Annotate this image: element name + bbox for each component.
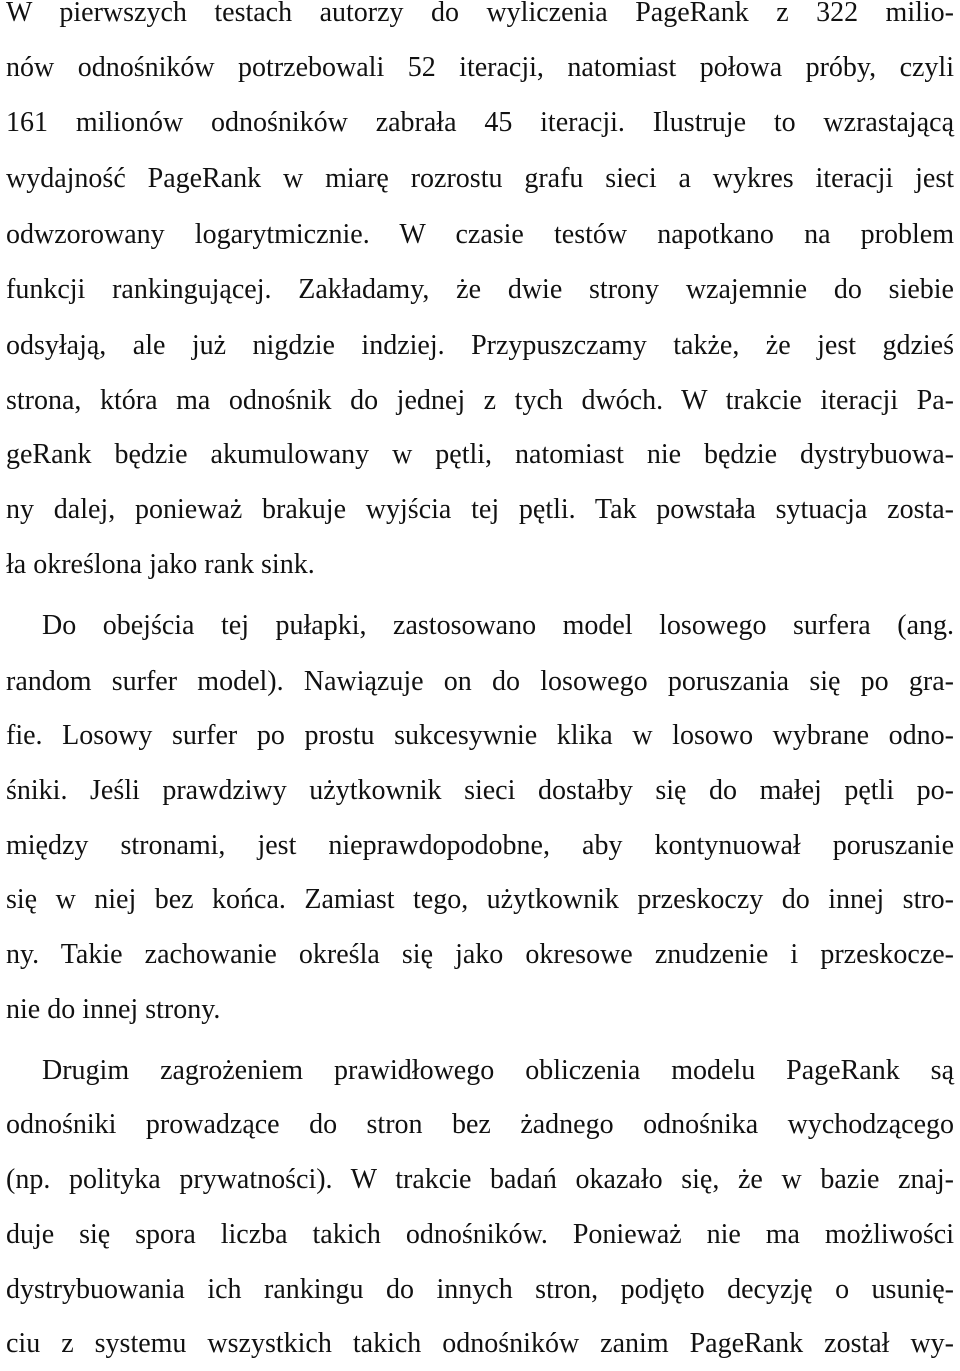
text-line: ciu z systemu wszystkich takich odnośników zanim PageRank został wy-	[6, 1328, 954, 1359]
text-line: Drugim zagrożeniem prawidłowego obliczenia modelu PageRank są	[42, 1055, 954, 1086]
text-line: geRank będzie akumulowany w pętli, natomiast nie będzie dystrybuowa-	[6, 439, 954, 470]
text-line: odsyłają, ale już nigdzie indziej. Przypuszczamy także, że jest gdzieś	[6, 330, 954, 361]
text-line: nów odnośników potrzebowali 52 iteracji, natomiast połowa próby, czyli	[6, 52, 954, 83]
text-line: 161 milionów odnośników zabrała 45 iteracji. Ilustruje to wzrastającą	[6, 107, 954, 138]
text-line: ny dalej, ponieważ brakuje wyjścia tej pętli. Tak powstała sytuacja zosta-	[6, 494, 954, 525]
text-line: strona, która ma odnośnik do jednej z tych dwóch. W trakcie iteracji Pa-	[6, 385, 954, 416]
text-line: funkcji rankingującej. Zakładamy, że dwie strony wzajemnie do siebie	[6, 274, 954, 305]
text-line: fie. Losowy surfer po prostu sukcesywnie klika w losowo wybrane odno-	[6, 720, 954, 751]
text-line: odnośniki prowadzące do stron bez żadnego odnośnika wychodzącego	[6, 1109, 954, 1140]
text-line: odwzorowany logarytmicznie. W czasie testów napotkano na problem	[6, 219, 954, 250]
text-line: ny. Takie zachowanie określa się jako okresowe znudzenie i przeskocze-	[6, 939, 954, 970]
text-line: nie do innej strony.	[6, 994, 221, 1025]
text-line: między stronami, jest nieprawdopodobne, aby kontynuował poruszanie	[6, 830, 954, 861]
text-line: śniki. Jeśli prawdziwy użytkownik sieci dostałby się do małej pętli po-	[6, 775, 954, 806]
text-line: wydajność PageRank w miarę rozrostu grafu sieci a wykres iteracji jest	[6, 163, 954, 194]
text-line: random surfer model). Nawiązuje on do losowego poruszania się po gra-	[6, 666, 954, 697]
text-line: (np. polityka prywatności). W trakcie badań okazało się, że w bazie znaj-	[6, 1164, 954, 1195]
text-line: W pierwszych testach autorzy do wyliczenia PageRank z 322 milio-	[6, 0, 954, 28]
text-line: ła określona jako rank sink.	[6, 549, 315, 580]
text-line: dystrybuowania ich rankingu do innych stron, podjęto decyzję o usunię-	[6, 1274, 954, 1305]
text-line: Do obejścia tej pułapki, zastosowano model losowego surfera (ang.	[42, 610, 954, 641]
text-line: duje się spora liczba takich odnośników. Ponieważ nie ma możliwości	[6, 1219, 954, 1250]
text-line: się w niej bez końca. Zamiast tego, użytkownik przeskoczy do innej stro-	[6, 884, 954, 915]
